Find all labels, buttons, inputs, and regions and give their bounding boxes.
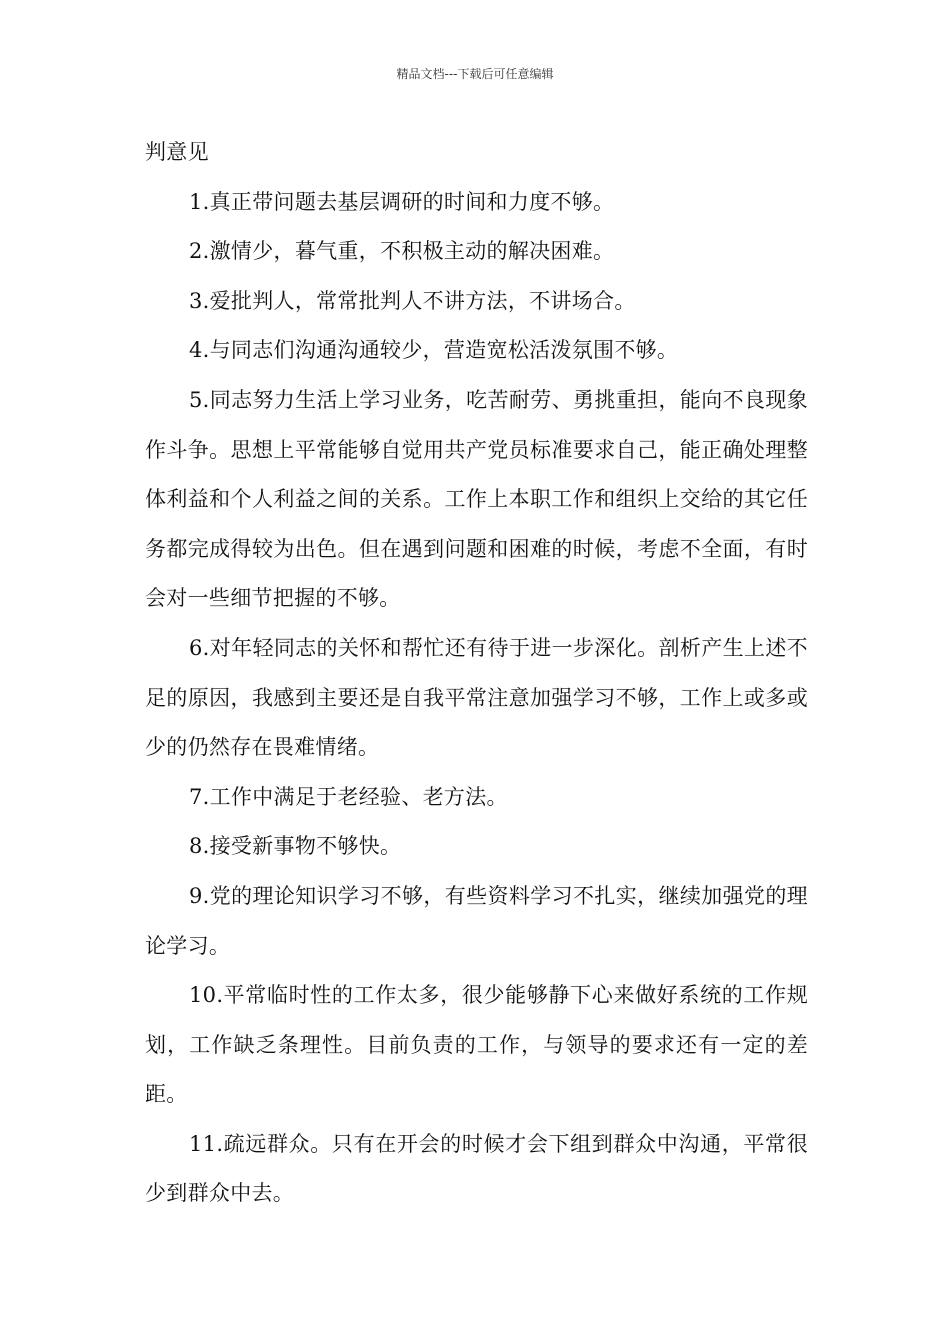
page-header: 精品文档---下载后可任意编辑 (396, 67, 554, 81)
document-body (145, 128, 808, 1219)
list-item-9: 9.党的理论知识学习不够，有些资料学习不扎实，继续加强党的理论学习。 (145, 883, 808, 958)
list-item-2: 2.激情少，暮气重，不积极主动的解决困难。 (189, 239, 615, 264)
list-item-5: 5.同志努力生活上学习业务，吃苦耐劳、勇挑重担，能向不良现象作斗争。思想上平常能够自觉用共产党员标准要求自己，能正确处理整体利益和个人利益之间的关系。工作上本职工作和组织上交给的其它任务都完成得较为出色。但在遇到问题和困难的时候，考虑不全面，有时会对一些细节把握的不够。 (145, 387, 808, 611)
paragraph-continuation: 判意见 (145, 140, 209, 164)
list-item-7: 7.工作中满足于老经验、老方法。 (189, 784, 508, 809)
list-item-8: 8.接受新事物不够快。 (189, 834, 402, 859)
list-item-3: 3.爱批判人，常常批判人不讲方法，不讲场合。 (189, 288, 636, 313)
list-item-10: 10.平常临时性的工作太多，很少能够静下心来做好系统的工作规划，工作缺乏条理性。目前负责的工作，与领导的要求还有一定的差距。 (145, 983, 808, 1107)
list-item-11: 11.疏远群众。只有在开会的时候才会下组到群众中沟通，平常很少到群众中去。 (145, 1131, 808, 1206)
list-item-1: 1.真正带问题去基层调研的时间和力度不够。 (189, 189, 615, 214)
list-item-4: 4.与同志们沟通沟通较少，营造宽松活泼氛围不够。 (189, 338, 679, 363)
list-item-6: 6.对年轻同志的关怀和帮忙还有待于进一步深化。剖析产生上述不足的原因，我感到主要还是自我平常注意加强学习不够，工作上或多或少的仍然存在畏难情绪。 (145, 635, 808, 760)
